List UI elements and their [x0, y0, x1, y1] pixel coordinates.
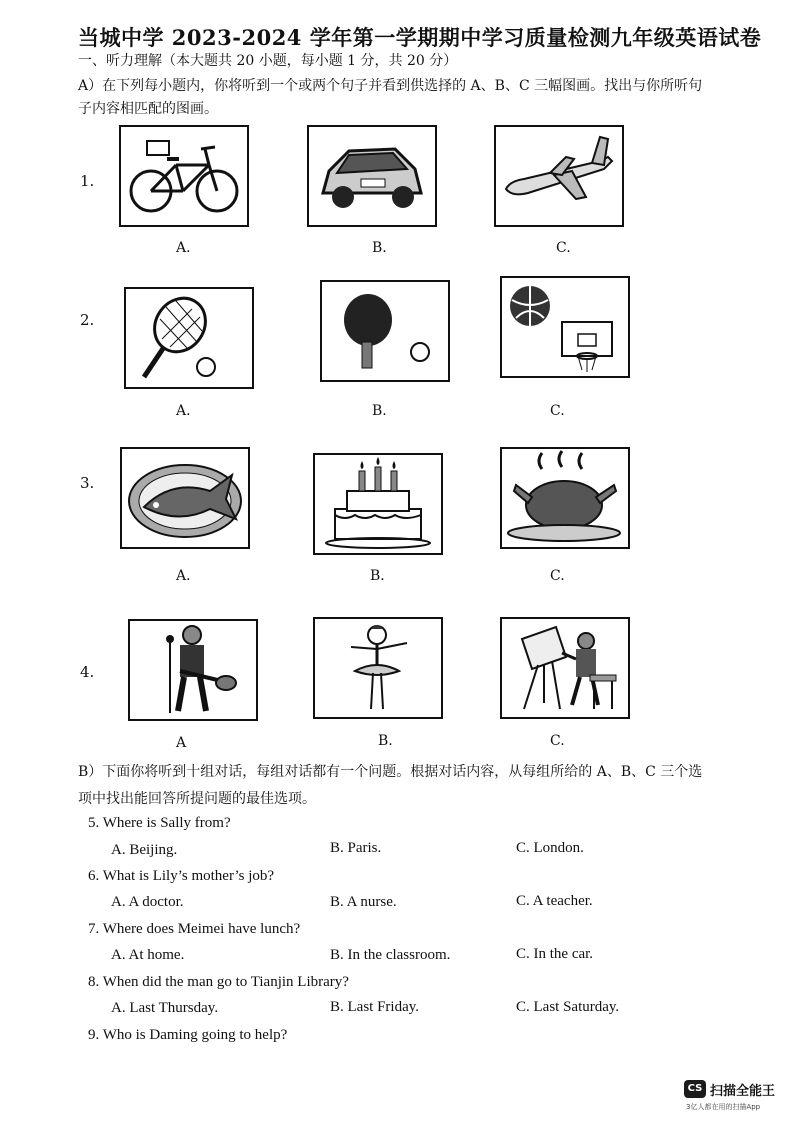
part-b-instruction-1: B）下面你将听到十组对话，每组对话都有一个问题。根据对话内容，从每组所给的 A、B、C 三个选 — [78, 764, 703, 780]
option-5c[interactable]: C. London. — [516, 840, 584, 856]
guitar-singer-icon — [130, 621, 256, 719]
option-caption: C. — [550, 568, 565, 584]
option-caption: A. — [176, 568, 191, 584]
singer-picture[interactable] — [128, 619, 258, 721]
fish-picture[interactable] — [120, 447, 250, 549]
option-caption: B. — [370, 568, 385, 584]
part-a-instruction-1: A）在下列每小题内，你将听到一个或两个句子并看到供选择的 A、B、C 三幅图画。找出与你所听句 — [78, 78, 703, 94]
cake-picture[interactable] — [313, 453, 443, 555]
picture-question-number: 2. — [80, 311, 95, 329]
option-8b[interactable]: B. Last Friday. — [330, 999, 420, 1015]
roast-chicken-picture[interactable] — [500, 447, 630, 549]
roast-turkey-icon — [502, 449, 628, 547]
bicycle-picture[interactable] — [119, 125, 249, 227]
option-7a[interactable]: A. At home. — [111, 947, 185, 963]
tennis-picture[interactable] — [124, 287, 254, 389]
drawing-picture[interactable] — [500, 617, 630, 719]
picture-question-number: 3. — [80, 474, 95, 492]
option-caption: A — [176, 735, 187, 751]
option-8c[interactable]: C. Last Saturday. — [516, 999, 620, 1015]
ballet-picture[interactable] — [313, 617, 443, 719]
option-6a[interactable]: A. A doctor. — [111, 894, 184, 910]
option-caption: C. — [556, 240, 571, 256]
question-7: 7. Where does Meimei have lunch? — [88, 921, 301, 937]
question-9: 9. Who is Daming going to help? — [88, 1027, 288, 1043]
table-tennis-picture[interactable] — [320, 280, 450, 382]
car-icon — [309, 127, 435, 225]
option-5a[interactable]: A. Beijing. — [111, 842, 178, 858]
painter-easel-icon — [502, 619, 628, 717]
picture-question-number: 4. — [80, 663, 95, 681]
option-7b[interactable]: B. In the classroom. — [330, 947, 451, 963]
option-caption: A. — [176, 403, 191, 419]
question-5: 5. Where is Sally from? — [88, 815, 231, 831]
airplane-icon — [496, 127, 622, 225]
picture-question-number: 1. — [80, 172, 95, 190]
watermark-subtitle: 3亿人都在用的扫描App — [686, 1103, 761, 1111]
airplane-picture[interactable] — [494, 125, 624, 227]
option-6c[interactable]: C. A teacher. — [516, 893, 593, 909]
part-a-instruction-2: 子内容相匹配的图画。 — [78, 101, 218, 117]
tennis-racket-icon — [126, 289, 252, 387]
ping-pong-paddle-icon — [322, 282, 448, 380]
option-caption: C. — [550, 733, 565, 749]
option-caption: B. — [378, 733, 393, 749]
option-7c[interactable]: C. In the car. — [516, 946, 594, 962]
option-6b[interactable]: B. A nurse. — [330, 894, 397, 910]
question-8: 8. When did the man go to Tianjin Library? — [88, 974, 349, 990]
option-5b[interactable]: B. Paris. — [330, 840, 382, 856]
option-8a[interactable]: A. Last Thursday. — [111, 1000, 219, 1016]
car-picture[interactable] — [307, 125, 437, 227]
exam-title: 当城中学 2023-2024 学年第一学期期中学习质量检测九年级英语试卷 — [78, 25, 762, 50]
birthday-cake-icon — [315, 455, 441, 553]
basketball-icon — [502, 278, 628, 376]
option-caption: A. — [176, 240, 191, 256]
basketball-picture[interactable] — [500, 276, 630, 378]
scanner-watermark — [684, 1078, 784, 1118]
option-caption: C. — [550, 403, 565, 419]
section-heading: 一、听力理解（本大题共 20 小题，每小题 1 分，共 20 分） — [78, 53, 458, 69]
bicycle-icon — [121, 127, 247, 225]
option-caption: B. — [372, 240, 387, 256]
question-6: 6. What is Lily’s mother’s job? — [88, 868, 275, 884]
watermark-name: 扫描全能王 — [710, 1084, 776, 1099]
ballet-dancer-icon — [315, 619, 441, 717]
option-caption: B. — [372, 403, 387, 419]
fish-dish-icon — [122, 449, 248, 547]
part-b-instruction-2: 项中找出能回答所提问题的最佳选项。 — [78, 791, 316, 807]
camscanner-logo-icon: CS — [684, 1080, 706, 1098]
